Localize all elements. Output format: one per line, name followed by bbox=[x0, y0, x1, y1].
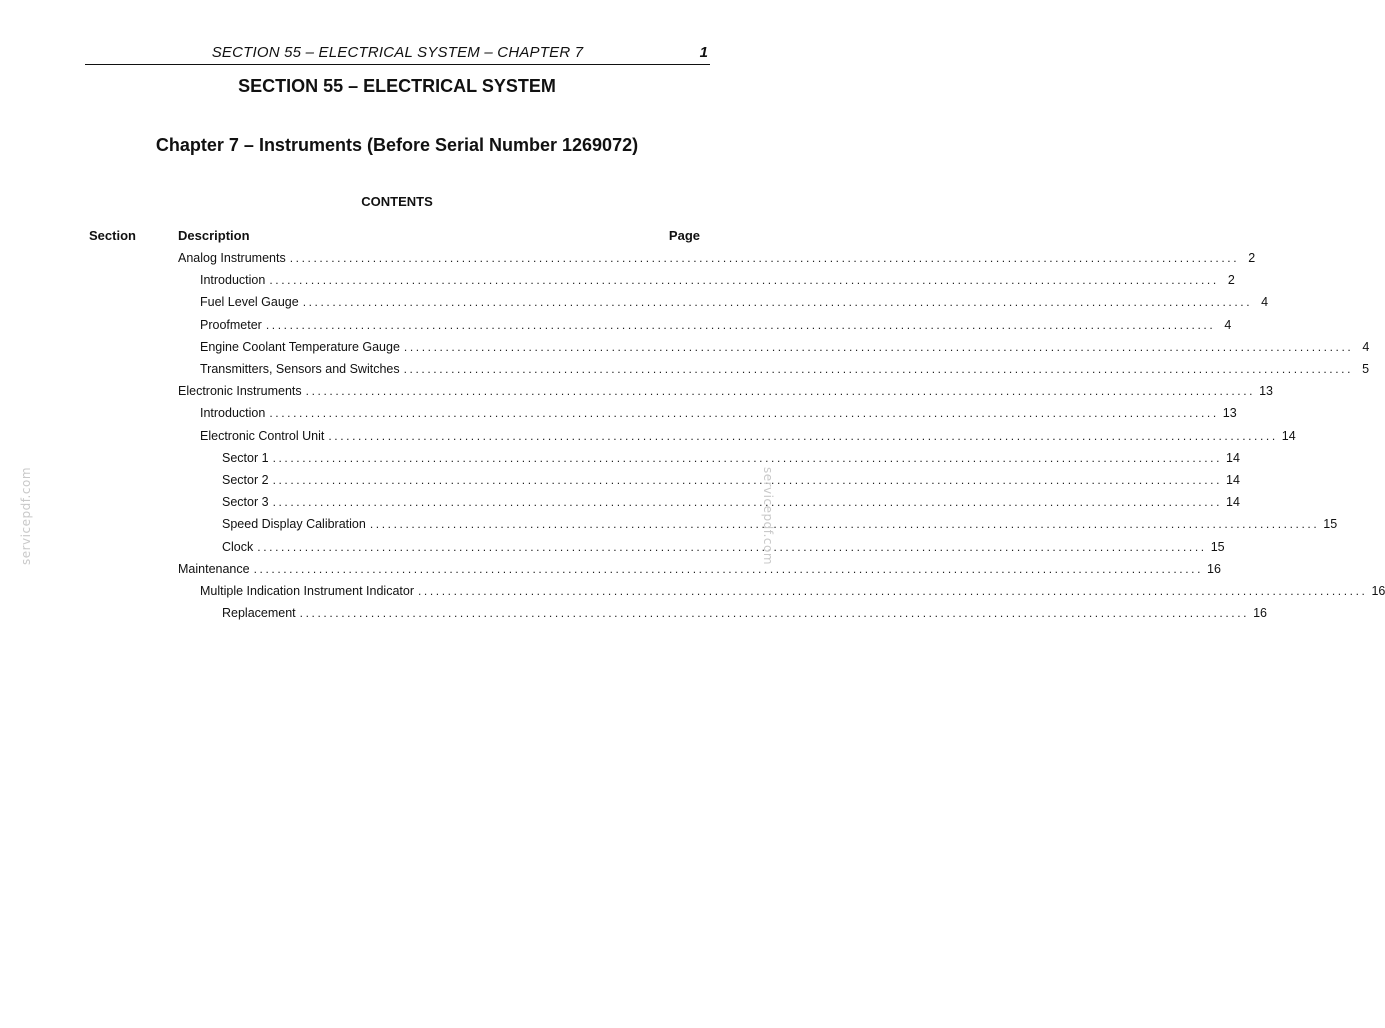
toc-entry-page: 4 bbox=[1261, 295, 1269, 310]
toc-entry-page: 13 bbox=[1222, 406, 1237, 421]
toc-entry-page: 14 bbox=[1226, 472, 1240, 487]
running-title: SECTION 55 – ELECTRICAL SYSTEM – CHAPTER 7 bbox=[211, 44, 584, 61]
toc-entry[interactable] bbox=[178, 469, 1240, 491]
toc-leader-dots: ................................................................................................................................................................ bbox=[269, 406, 1219, 421]
column-header-page: Page bbox=[668, 228, 700, 243]
toc-entry-label: Speed Display Calibration bbox=[222, 517, 366, 532]
toc-entry-label: Fuel Level Gauge bbox=[200, 295, 299, 310]
toc-entry-page: 2 bbox=[1227, 273, 1235, 288]
toc-entry[interactable] bbox=[178, 580, 1385, 602]
toc-entry-label: Transmitters, Sensors and Switches bbox=[200, 362, 400, 377]
toc-leader-dots: ................................................................................................................................................................ bbox=[302, 295, 1253, 310]
toc-entry[interactable] bbox=[178, 358, 1370, 380]
toc-entry-label: Proofmeter bbox=[200, 317, 262, 332]
toc-entry[interactable] bbox=[178, 291, 1269, 313]
toc-entry[interactable] bbox=[178, 425, 1296, 447]
toc-entry[interactable] bbox=[178, 602, 1267, 624]
toc-entry[interactable] bbox=[178, 380, 1274, 402]
contents-heading: CONTENTS bbox=[361, 194, 433, 209]
toc-entry[interactable] bbox=[178, 513, 1338, 535]
toc-entry-label: Introduction bbox=[200, 273, 266, 288]
toc-entry[interactable] bbox=[178, 447, 1240, 469]
toc-entry-label: Engine Coolant Temperature Gauge bbox=[200, 339, 400, 354]
toc-entry[interactable] bbox=[178, 558, 1221, 580]
toc-entry-label: Clock bbox=[222, 539, 254, 554]
toc-entry-page: 16 bbox=[1371, 583, 1385, 598]
toc-entry[interactable] bbox=[178, 247, 1256, 269]
toc-leader-dots: ................................................................................................................................................................ bbox=[272, 472, 1222, 487]
toc-entry[interactable] bbox=[178, 491, 1240, 513]
toc-leader-dots: ................................................................................................................................................................ bbox=[418, 583, 1368, 598]
section-title: SECTION 55 – ELECTRICAL SYSTEM bbox=[238, 76, 556, 96]
toc-entry-page: 13 bbox=[1259, 384, 1274, 399]
toc-entry-page: 14 bbox=[1226, 495, 1240, 510]
page-number: 1 bbox=[699, 44, 708, 61]
toc-leader-dots: ................................................................................................................................................................ bbox=[299, 606, 1250, 621]
toc-entry-page: 14 bbox=[1226, 450, 1240, 465]
column-header-description: Description bbox=[178, 228, 250, 243]
toc-entry[interactable] bbox=[178, 269, 1235, 291]
toc-entry-page: 15 bbox=[1210, 539, 1225, 554]
toc-entry-label: Multiple Indication Instrument Indicator bbox=[200, 583, 414, 598]
toc-entry-label: Electronic Control Unit bbox=[200, 428, 325, 443]
toc-leader-dots: ................................................................................................................................................................ bbox=[328, 428, 1278, 443]
toc-entry-label: Replacement bbox=[222, 606, 296, 621]
running-header bbox=[85, 44, 710, 65]
toc-entry[interactable] bbox=[178, 535, 1225, 557]
toc-entry-page: 16 bbox=[1207, 561, 1221, 576]
toc-entry-page: 16 bbox=[1253, 606, 1267, 621]
toc-leader-dots: ................................................................................................................................................................ bbox=[369, 517, 1320, 532]
toc-leader-dots: ................................................................................................................................................................ bbox=[403, 339, 1354, 354]
toc-leader-dots: ................................................................................................................................................................ bbox=[265, 317, 1216, 332]
toc-leader-dots: ................................................................................................................................................................ bbox=[305, 384, 1256, 399]
toc-entry[interactable] bbox=[178, 336, 1370, 358]
watermark-left: servicepdf.com bbox=[19, 466, 33, 566]
toc-entry-label: Maintenance bbox=[178, 561, 250, 576]
chapter-title: Chapter 7 – Instruments (Before Serial Number 1269072) bbox=[155, 135, 639, 155]
watermark-right: servicepdf.com bbox=[761, 466, 775, 566]
toc-leader-dots: ................................................................................................................................................................ bbox=[257, 539, 1207, 554]
toc-leader-dots: ................................................................................................................................................................ bbox=[253, 561, 1204, 576]
toc-leader-dots: ................................................................................................................................................................ bbox=[272, 450, 1222, 465]
toc-leader-dots: ................................................................................................................................................................ bbox=[272, 495, 1222, 510]
toc-entry-page: 5 bbox=[1362, 362, 1370, 377]
column-header-section: Section bbox=[89, 228, 136, 243]
toc-entry-label: Analog Instruments bbox=[178, 251, 286, 266]
toc-entry[interactable] bbox=[178, 314, 1232, 336]
toc-leader-dots: ................................................................................................................................................................ bbox=[269, 273, 1219, 288]
toc-entry-page: 15 bbox=[1323, 517, 1338, 532]
toc-entry-page: 14 bbox=[1281, 428, 1296, 443]
toc-leader-dots: ................................................................................................................................................................ bbox=[289, 251, 1240, 266]
toc-entry-label: Sector 1 bbox=[222, 450, 269, 465]
toc-entry-page: 2 bbox=[1248, 251, 1256, 266]
toc-entry-label: Sector 3 bbox=[222, 495, 269, 510]
toc-entry-label: Sector 2 bbox=[222, 472, 269, 487]
toc-entry-label: Electronic Instruments bbox=[178, 384, 302, 399]
toc-leader-dots: ................................................................................................................................................................ bbox=[403, 362, 1354, 377]
toc-entry[interactable] bbox=[178, 402, 1237, 424]
toc-entry-page: 4 bbox=[1362, 339, 1370, 354]
toc-entry-label: Introduction bbox=[200, 406, 266, 421]
toc-entry-page: 4 bbox=[1224, 317, 1232, 332]
